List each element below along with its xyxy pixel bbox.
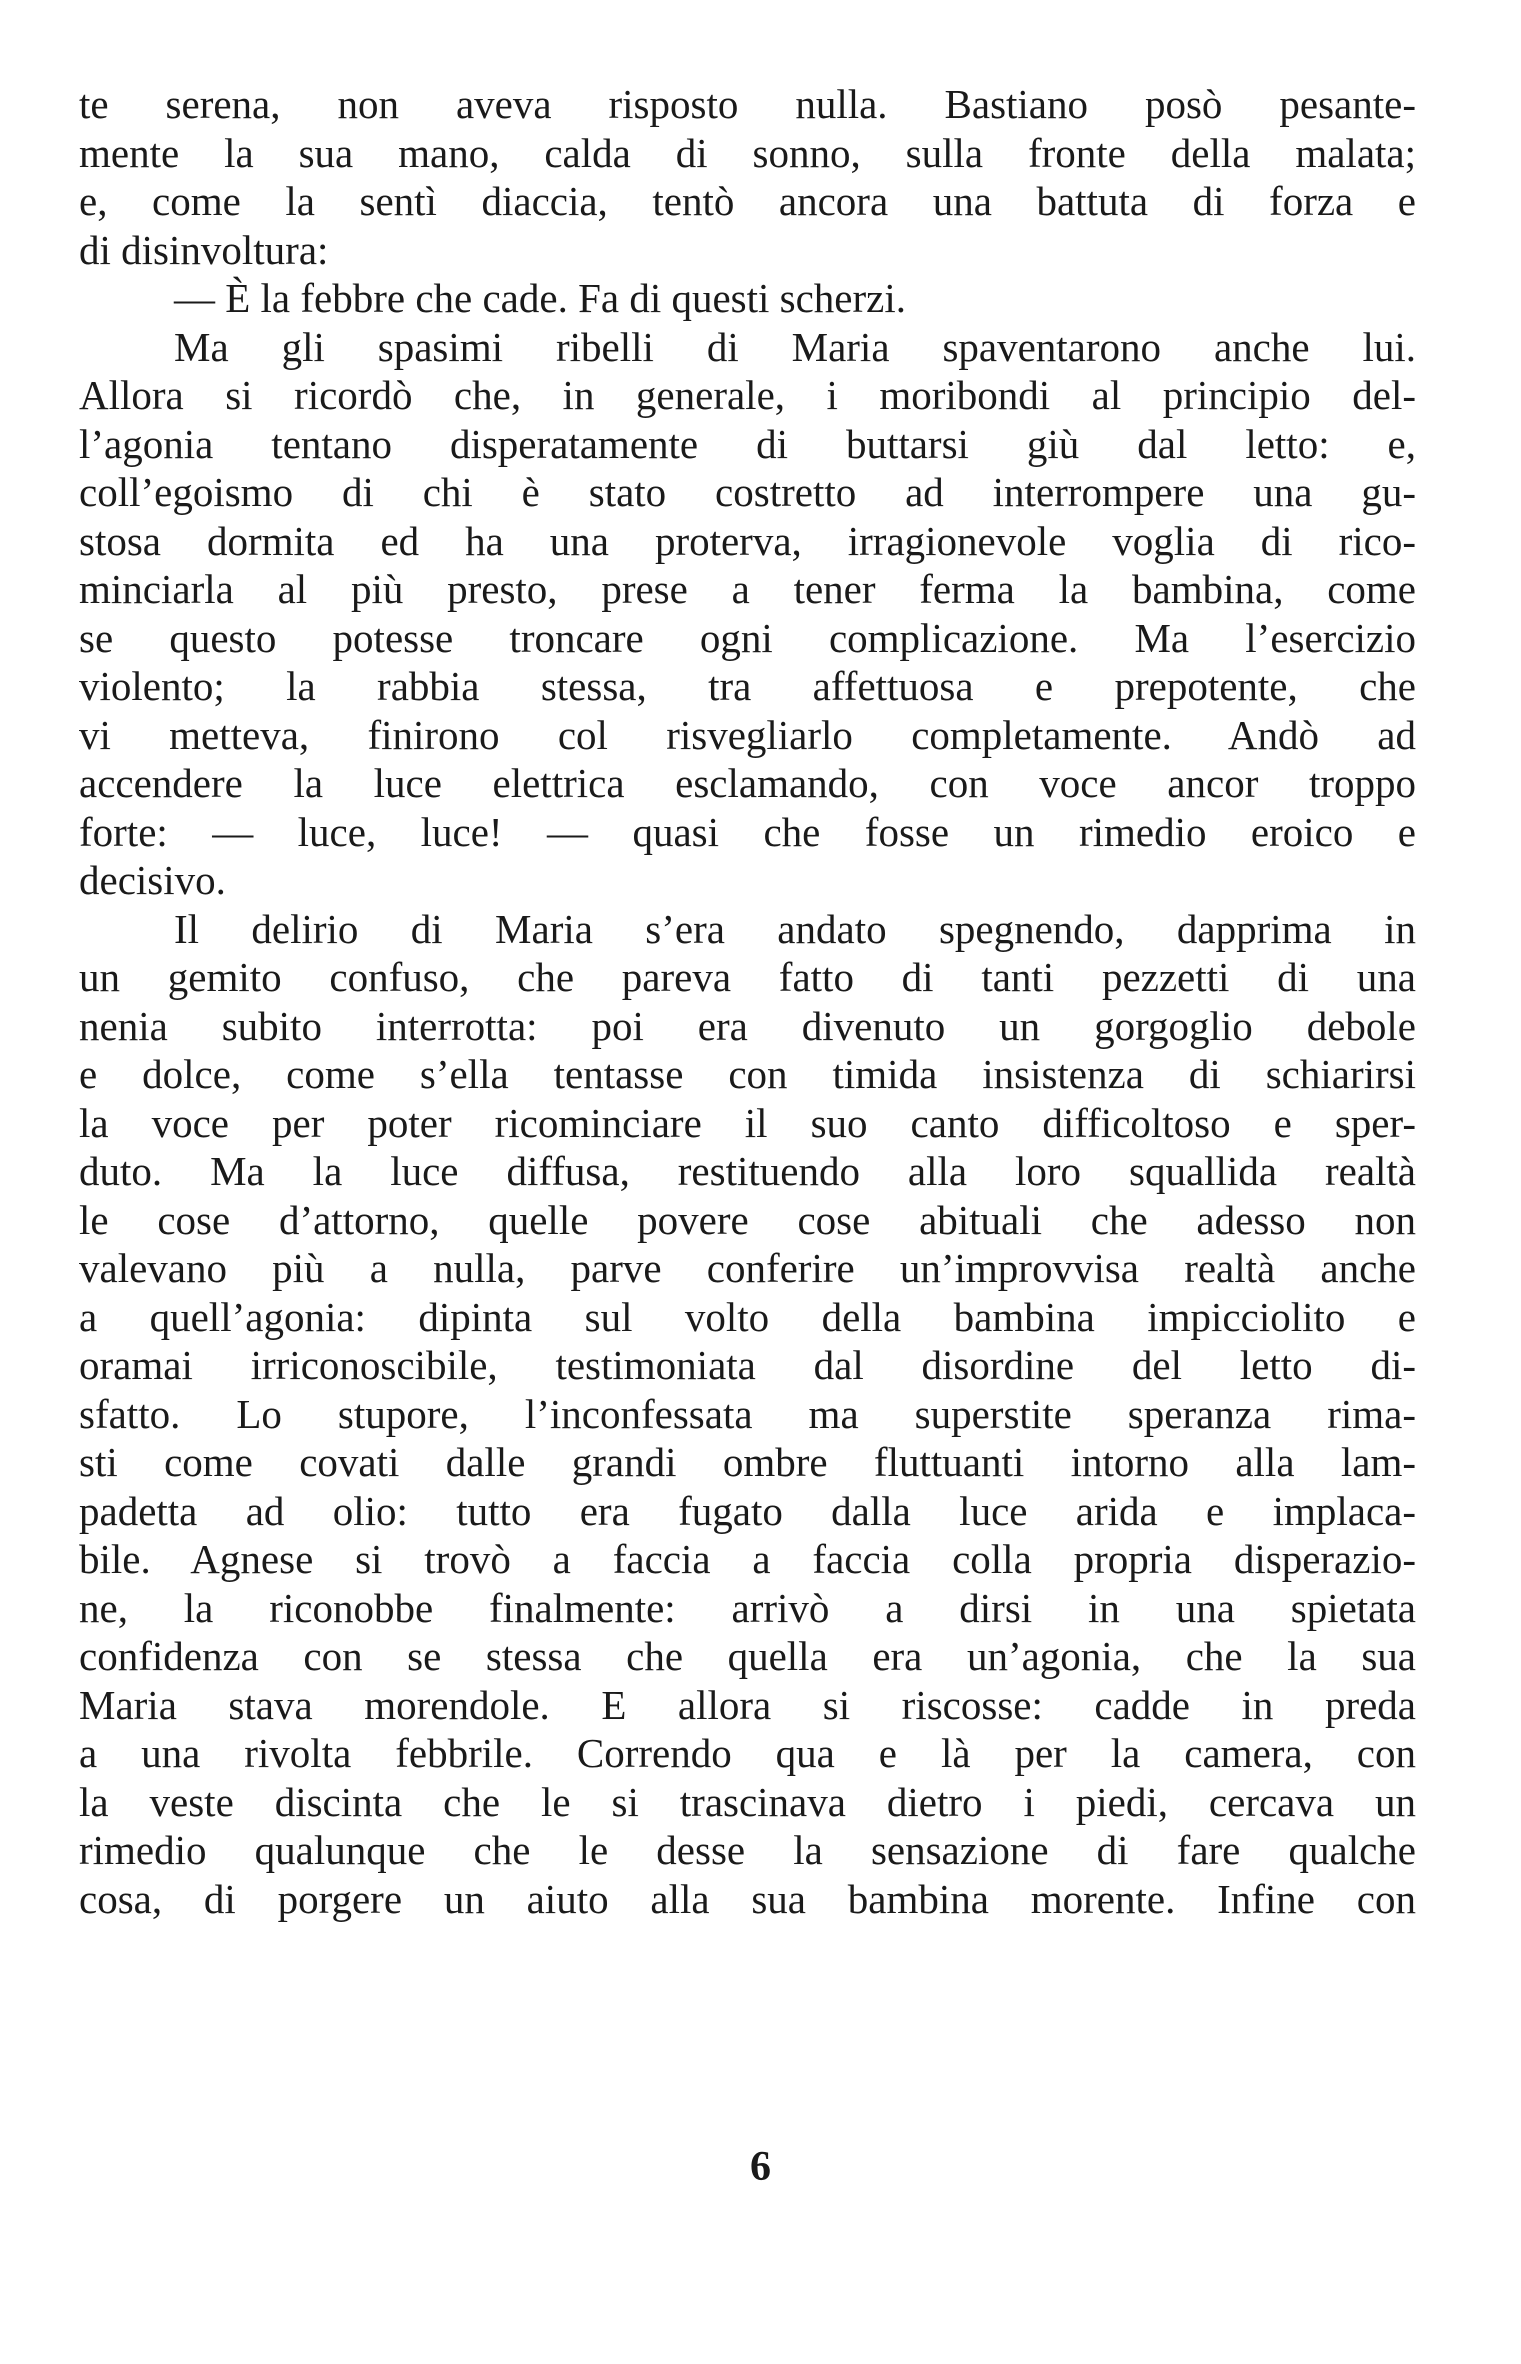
text-line: duto. Ma la luce diffusa, restituendo alla loro squallida realtà (79, 1148, 1416, 1194)
text-line: Maria stava morendole. E allora si riscosse: cadde in preda (79, 1681, 1416, 1728)
text-line: e dolce, come s’ella tentasse con timida insistenza di schiarirsi (79, 1051, 1416, 1097)
text-line: forte: — luce, luce! — quasi che fosse un rimedio eroico e (79, 808, 1416, 855)
text-line: a quell’agonia: dipinta sul volto della bambina impicciolito e (79, 1293, 1416, 1340)
text-line: le cose d’attorno, quelle povere cose abituali che adesso non (79, 1196, 1416, 1243)
text-line: bile. Agnese si trovò a faccia a faccia colla propria disperazio- (79, 1536, 1416, 1582)
text-line: l’agonia tentano disperatamente di buttarsi giù dal letto: e, (79, 420, 1416, 467)
text-line: se questo potesse troncare ogni complicazione. Ma l’esercizio (79, 614, 1416, 661)
text-line: nenia subito interrotta: poi era divenuto un gorgoglio debole (79, 1002, 1416, 1049)
text-line: padetta ad olio: tutto era fugato dalla luce arida e implaca- (79, 1487, 1416, 1534)
text-line: te serena, non aveva risposto nulla. Bastiano posò pesante- (79, 81, 1416, 127)
text-line: rimedio qualunque che le desse la sensazione di fare qualche (79, 1827, 1416, 1873)
text-line: accendere la luce elettrica esclamando, con voce ancor troppo (79, 760, 1416, 806)
text-line: la voce per poter ricominciare il suo canto difficoltoso e sper- (79, 1099, 1416, 1146)
text-line: cosa, di porgere un aiuto alla sua bambina morente. Infine con (79, 1875, 1416, 1922)
text-line: Ma gli spasimi ribelli di Maria spaventarono anche lui. (174, 323, 1416, 370)
text-line: a una rivolta febbrile. Correndo qua e là per la camera, con (79, 1730, 1416, 1776)
text-line: violento; la rabbia stessa, tra affettuosa e prepotente, che (79, 663, 1416, 709)
text-line: ne, la riconobbe finalmente: arrivò a dirsi in una spietata (79, 1584, 1416, 1631)
text-line: confidenza con se stessa che quella era un’agonia, che la sua (79, 1633, 1416, 1679)
text-line: e, come la sentì diaccia, tentò ancora una battuta di forza e (79, 178, 1416, 224)
text-line: vi metteva, finirono col risvegliarlo completamente. Andò ad (79, 711, 1416, 758)
body-text (79, 80, 1416, 1923)
text-line: oramai irriconoscibile, testimoniata dal disordine del letto di- (79, 1342, 1416, 1388)
text-line: sti come covati dalle grandi ombre fluttuanti intorno alla lam- (79, 1439, 1416, 1485)
text-line: sfatto. Lo stupore, l’inconfessata ma superstite speranza rima- (79, 1390, 1416, 1437)
text-line: Allora si ricordò che, in generale, i moribondi al principio del- (79, 372, 1416, 418)
text-line: la veste discinta che le si trascinava dietro i piedi, cercava un (79, 1778, 1416, 1825)
paragraph-start-line: Il delirio di Maria s’era andato spegnendo, dapprima in (174, 905, 1416, 952)
dialogue-line: — È la febbre che cade. Fa di questi scherzi. (174, 275, 906, 321)
text-line: mente la sua mano, calda di sonno, sulla fronte della malata; (79, 129, 1416, 176)
text-line: coll’egoismo di chi è stato costretto ad interrompere una gu- (79, 469, 1416, 515)
text-line: valevano più a nulla, parve conferire un’improvvisa realtà anche (79, 1245, 1416, 1291)
text-line: decisivo. (79, 857, 226, 903)
page-number: 6 (750, 2144, 771, 2190)
text-line: minciarla al più presto, prese a tener ferma la bambina, come (79, 566, 1416, 612)
text-line: stosa dormita ed ha una proterva, irragionevole voglia di rico- (79, 517, 1416, 564)
text-line: di disinvoltura: (79, 226, 329, 273)
text-line: un gemito confuso, che pareva fatto di tanti pezzetti di una (79, 954, 1416, 1000)
